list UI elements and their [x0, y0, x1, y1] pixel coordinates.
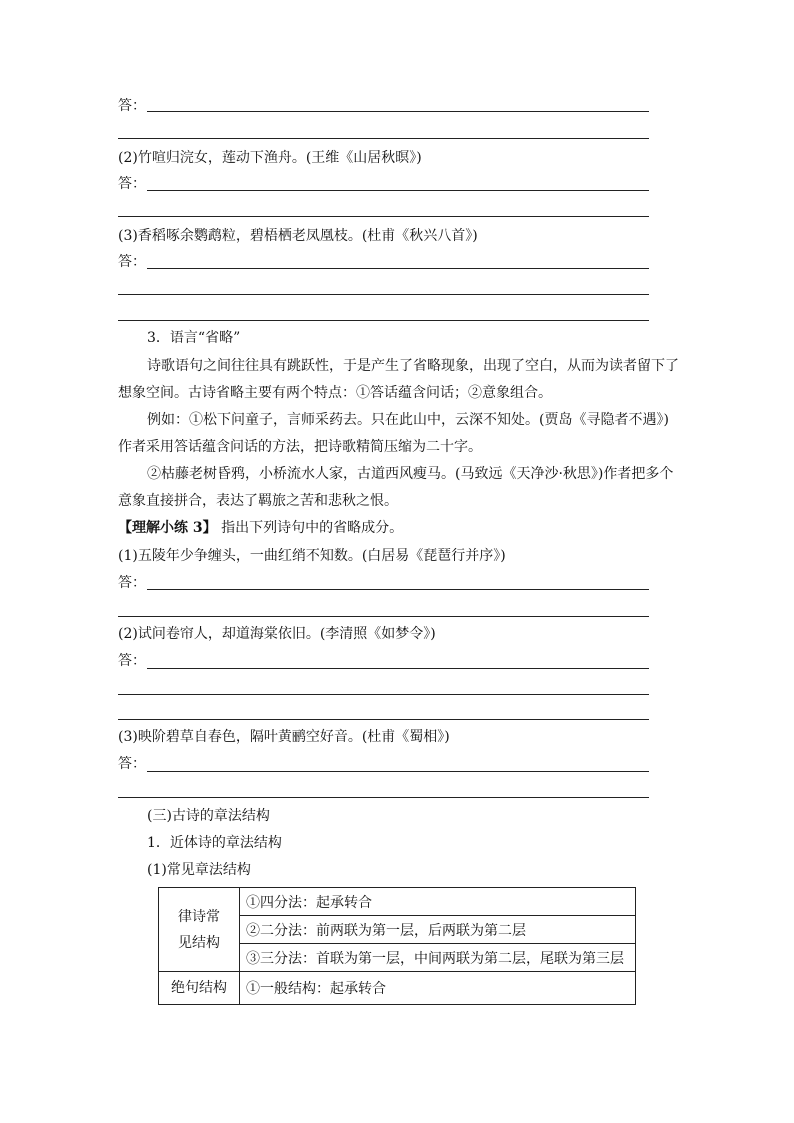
- answer-label: 答：: [118, 98, 146, 114]
- answer-line[interactable]: [118, 216, 649, 217]
- paragraph-line: 意象直接拼合，表达了羁旅之苦和悲秋之恨。: [118, 493, 398, 509]
- exercise-tag: 【理解小练 3】: [118, 520, 217, 536]
- question-item: (2)竹喧归浣女，莲动下渔舟。(王维《山居秋暝》): [118, 150, 422, 166]
- table-cell: ③三分法：首联为第一层，中间两联为第二层，尾联为第三层: [240, 944, 636, 972]
- structure-table: [158, 887, 636, 1005]
- answer-label: 答：: [118, 756, 146, 772]
- answer-line[interactable]: [147, 190, 649, 191]
- question-item: (2)试问卷帘人，却道海棠依旧。(李清照《如梦令》): [118, 626, 436, 642]
- paragraph-line: 例如：①松下问童子，言师采药去。只在此山中，云深不知处。(贾岛《寻隐者不遇》): [147, 412, 669, 428]
- subsection-heading: (1)常见章法结构: [147, 862, 251, 878]
- table-row: [159, 972, 636, 1005]
- question-item: (3)香稻啄余鹦鹉粒，碧梧栖老凤凰枝。(杜甫《秋兴八首》): [118, 228, 478, 244]
- paragraph-line: ②枯藤老树昏鸦，小桥流水人家，古道西风瘦马。(马致远《天净沙·秋思》)作者把多个: [147, 466, 674, 482]
- answer-line[interactable]: [147, 668, 649, 669]
- answer-line[interactable]: [118, 320, 649, 321]
- paragraph-line: 诗歌语句之间往往具有跳跃性，于是产生了省略现象，出现了空白，从而为读者留下了: [147, 358, 679, 374]
- paragraph-line: 想象空间。古诗省略主要有两个特点：①答话蕴含问话；②意象组合。: [118, 385, 552, 401]
- table-row-header: [159, 888, 240, 972]
- answer-label: 答：: [118, 176, 146, 192]
- answer-line[interactable]: [118, 797, 649, 798]
- question-item: (3)映阶碧草自春色，隔叶黄鹂空好音。(杜甫《蜀相》): [118, 729, 450, 745]
- answer-line[interactable]: [147, 771, 649, 772]
- table-header-text: 律诗常: [178, 908, 220, 925]
- answer-line[interactable]: [118, 138, 649, 139]
- paragraph-line: 作者采用答话蕴含问话的方法，把诗歌精简压缩为二十字。: [118, 439, 482, 455]
- answer-line[interactable]: [118, 616, 649, 617]
- answer-line[interactable]: [118, 719, 649, 720]
- answer-label: 答：: [118, 575, 146, 591]
- answer-label: 答：: [118, 653, 146, 669]
- table-cell: ①四分法：起承转合: [240, 888, 636, 916]
- table-row-header: 绝句结构: [159, 972, 240, 1005]
- table-header-text: 见结构: [178, 934, 220, 951]
- answer-line[interactable]: [118, 694, 649, 695]
- subsection-heading: 1．近体诗的章法结构: [147, 835, 282, 851]
- question-item: (1)五陵年少争缠头，一曲红绡不知数。(白居易《琵琶行并序》): [118, 548, 506, 564]
- exercise-instruction: 指出下列诗句中的省略成分。: [221, 520, 404, 536]
- table-cell: ①一般结构：起承转合: [240, 972, 636, 1005]
- table-cell: ②二分法：前两联为第一层，后两联为第二层: [240, 916, 636, 944]
- section-heading: 3．语言“省略”: [147, 330, 241, 346]
- answer-line[interactable]: [147, 268, 649, 269]
- table-row: [159, 888, 636, 916]
- section-heading: (三)古诗的章法结构: [147, 808, 270, 824]
- answer-line[interactable]: [147, 589, 649, 590]
- answer-label: 答：: [118, 254, 146, 270]
- exercise-heading: [118, 518, 403, 538]
- answer-line[interactable]: [118, 294, 649, 295]
- answer-line[interactable]: [147, 111, 649, 112]
